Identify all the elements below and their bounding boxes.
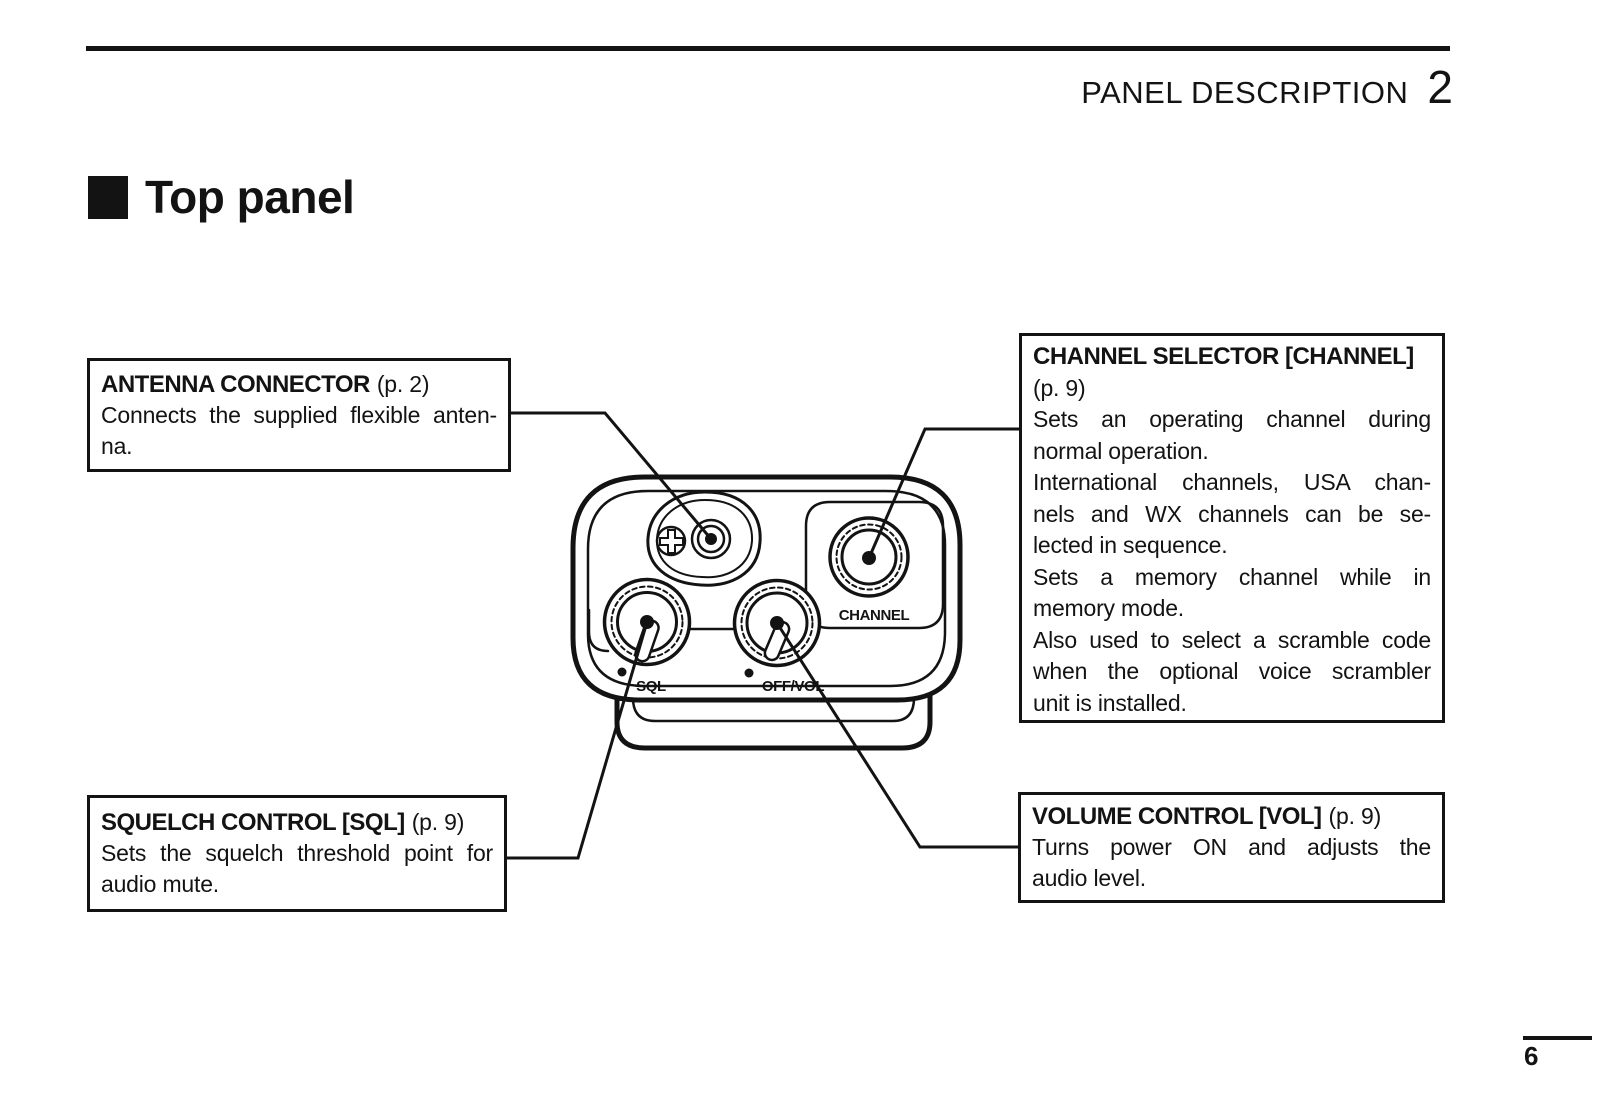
callout-text-line: Sets an operating channel during <box>1033 406 1431 432</box>
vol-index-dot <box>745 669 754 678</box>
chapter-title: PANEL DESCRIPTION <box>1081 75 1409 110</box>
callout-text-line: memory mode. <box>1033 595 1184 621</box>
callout-text-line: Turns power ON and adjusts the <box>1032 834 1431 860</box>
callout-text-line: Connects the supplied flexible anten- <box>101 402 497 428</box>
callout-text-line: lected in sequence. <box>1033 532 1228 558</box>
callout-page-ref: (p. 9) <box>1033 374 1086 401</box>
callout-page-ref: (p. 9) <box>1328 803 1382 829</box>
callout-text-line: normal operation. <box>1033 437 1209 464</box>
callout-text-line: audio mute. <box>101 871 219 897</box>
page-number: 6 <box>1524 1041 1539 1071</box>
callout-text-line: audio level. <box>1032 865 1146 891</box>
callout-title: CHANNEL SELECTOR [CHANNEL] <box>1033 343 1414 370</box>
callout-page-ref: (p. 2) <box>376 371 430 397</box>
sql-knob-label: SQL <box>636 678 666 695</box>
section-heading-text: Top panel <box>145 171 355 223</box>
vol-knob-label: OFF/VOL <box>761 678 825 695</box>
callout-text-line: nels and WX channels can be se- <box>1033 500 1431 527</box>
callout-channel-selector <box>1019 333 1445 723</box>
callout-text-line: when the optional voice scrambler <box>1033 658 1431 684</box>
callout-text-line: Sets a memory channel while in <box>1033 563 1431 590</box>
screw-icon <box>657 527 685 555</box>
callout-title-line <box>1032 801 1431 832</box>
callout-title-line <box>101 807 493 838</box>
callout-title: ANTENNA CONNECTOR <box>101 371 370 398</box>
callout-antenna-connector <box>87 358 511 472</box>
callout-title: VOLUME CONTROL [VOL] <box>1032 803 1322 830</box>
page-number-rule <box>1523 1036 1592 1040</box>
sql-index-dot <box>618 668 627 677</box>
callout-title: SQUELCH CONTROL [SQL] <box>101 809 405 836</box>
channel-knob-label: CHANNEL <box>838 607 910 624</box>
callout-text-line: unit is installed. <box>1033 689 1187 716</box>
callout-squelch-control <box>87 795 507 912</box>
callout-text-line: na. <box>101 433 133 459</box>
callout-text-line: Also used to select a scramble code <box>1033 626 1431 653</box>
callout-title-line <box>1033 341 1431 373</box>
callout-text-line: International channels, USA chan- <box>1033 469 1431 495</box>
callout-text-line: Sets the squelch threshold point for <box>101 840 493 866</box>
chapter-number: 2 <box>1427 61 1453 113</box>
callout-title-line <box>101 369 497 400</box>
callout-page-ref: (p. 9) <box>411 809 465 835</box>
callout-volume-control <box>1018 792 1445 903</box>
